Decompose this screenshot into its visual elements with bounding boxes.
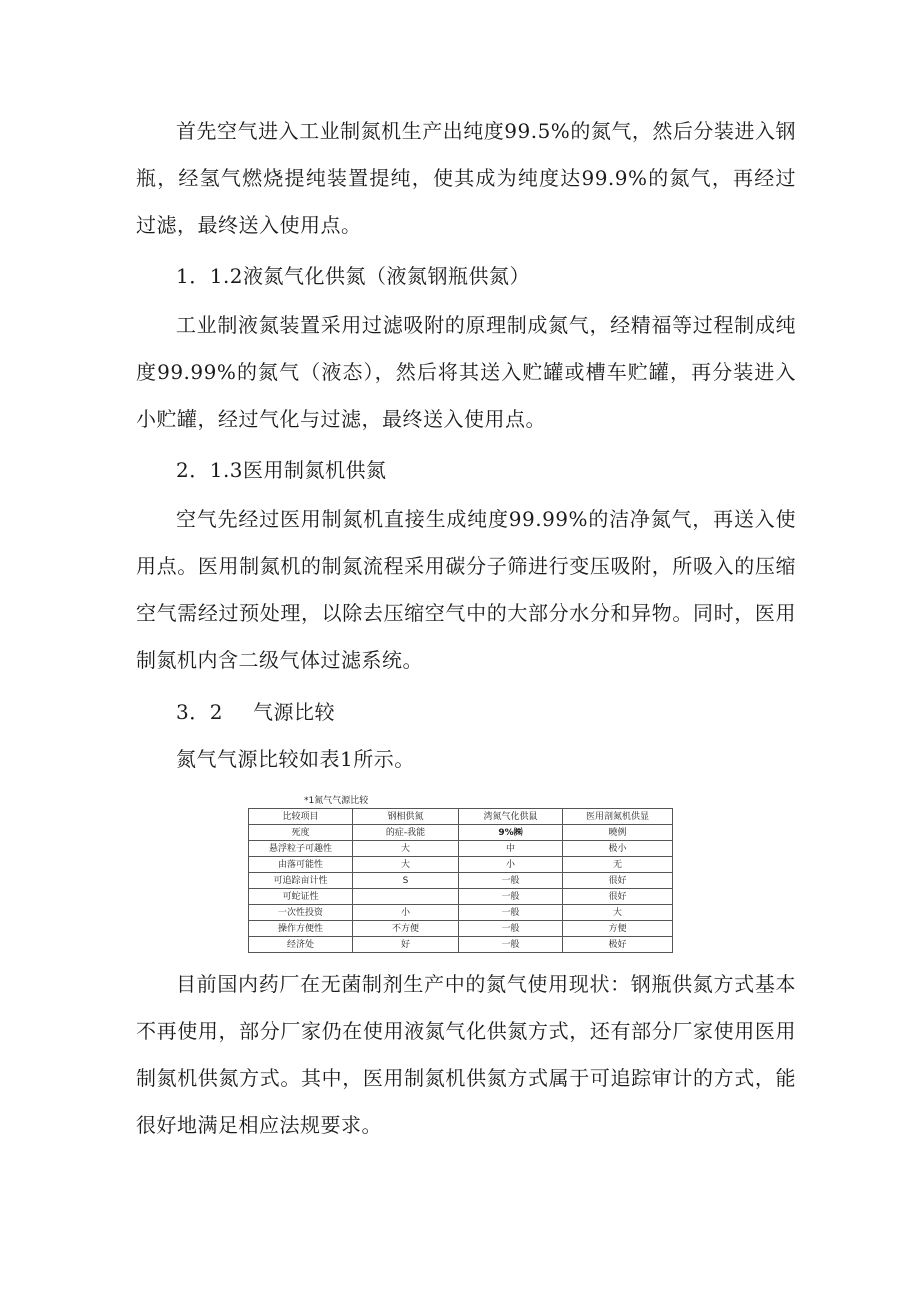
table-row: [249, 921, 673, 937]
table-cell: 很好: [563, 873, 673, 889]
table-row: [249, 905, 673, 921]
paragraph-medical-generator: 空气先经过医用制氮机直接生成纯度99.99%的洁净氮气，再送入使用点。医用制氮机的制氮流程采用碳分子筛进行变压吸附，所吸入的压缩空气需经过预处理，以除去压缩空气中的大部分水分和异物。同时，医用制氮机内含二级气体过滤系统。: [136, 507, 796, 672]
table-cell: 一般: [459, 905, 563, 921]
table-cell: 经济处: [249, 937, 353, 953]
table-cell: 悬浮粒子可趣性: [249, 841, 353, 857]
table-header-cell: 比较项目: [249, 809, 353, 825]
table-row: [249, 937, 673, 953]
table-cell: 大: [353, 857, 459, 873]
table-header-cell: 湾氮气化供鼠: [459, 809, 563, 825]
table-row: [249, 841, 673, 857]
table-cell: 可蛇证性: [249, 889, 353, 905]
heading-liquid-nitrogen: 1．1.2液氮气化供氮（液氮钢瓶供氮）: [176, 264, 531, 288]
heading-text: 气源比较: [252, 700, 335, 724]
table-cell: 由落可能性: [249, 857, 353, 873]
table-caption: *1氮气气源比较: [304, 796, 369, 806]
table-cell: 方便: [563, 921, 673, 937]
table-cell: 的症-我能: [353, 825, 459, 841]
table-cell: 一般: [459, 889, 563, 905]
table-cell: 可追踪亩计性: [249, 873, 353, 889]
table-row: [249, 857, 673, 873]
table-row: [249, 889, 673, 905]
table-cell: 一般: [459, 921, 563, 937]
table-cell: 一次性投资: [249, 905, 353, 921]
table-cell: 小: [459, 857, 563, 873]
paragraph-current-status: 目前国内药厂在无菌制剂生产中的氮气使用现状：钢瓶供氮方式基本不再使用，部分厂家仍在使用液氮气化供氮方式，还有部分厂家使用医用制氮机供氮方式。其中，医用制氮机供氮方式属于可追踪审计的方式，能很好地满足相应法规要求。: [136, 972, 796, 1137]
table-cell: 无: [563, 857, 673, 873]
table-header-row: [249, 809, 673, 825]
heading-number: 3．2: [176, 700, 223, 724]
paragraph-liquid-nitrogen: 工业制液氮装置采用过滤吸附的原理制成氮气，经精福等过程制成纯度99.99%的氮气（液态），然后将其送入贮罐或槽车贮罐，再分装进入小贮罐，经过气化与过滤，最终送入使用点。: [136, 313, 796, 431]
table-row: [249, 825, 673, 841]
heading-medical-generator: 2．1.3医用制氮机供氮: [176, 458, 387, 482]
table-cell: 不方便: [353, 921, 459, 937]
comparison-table: [248, 808, 673, 953]
table-cell: 一般: [459, 937, 563, 953]
table-cell: 好: [353, 937, 459, 953]
table-cell: 极好: [563, 937, 673, 953]
table-cell: 中: [459, 841, 563, 857]
table-row: [249, 873, 673, 889]
table-cell: 一般: [459, 873, 563, 889]
table-cell: 极小: [563, 841, 673, 857]
table-cell: 很好: [563, 889, 673, 905]
table-cell: 9%㈱: [459, 825, 563, 841]
comparison-table-figure: [248, 794, 672, 953]
table-cell: 操作方便性: [249, 921, 353, 937]
table-cell: 大: [563, 905, 673, 921]
paragraph-table-reference: 氮气气源比较如表1所示。: [176, 747, 415, 771]
table-cell: 小: [353, 905, 459, 921]
table-header-cell: 钢相供氮: [353, 809, 459, 825]
table-cell: 曉例: [563, 825, 673, 841]
table-cell: 死度: [249, 825, 353, 841]
table-cell: S: [353, 873, 459, 889]
paragraph-cylinder-supply: 首先空气进入工业制氮机生产出纯度99.5%的氮气，然后分装进入钢瓶，经氢气燃烧提纯装置提纯，使其成为纯度达99.9%的氮气，再经过过滤，最终送入使用点。: [136, 119, 796, 237]
table-header-cell: 医用剖氮机供显: [563, 809, 673, 825]
table-cell: [353, 889, 459, 905]
heading-source-comparison: [176, 697, 335, 727]
table-cell: 大: [353, 841, 459, 857]
